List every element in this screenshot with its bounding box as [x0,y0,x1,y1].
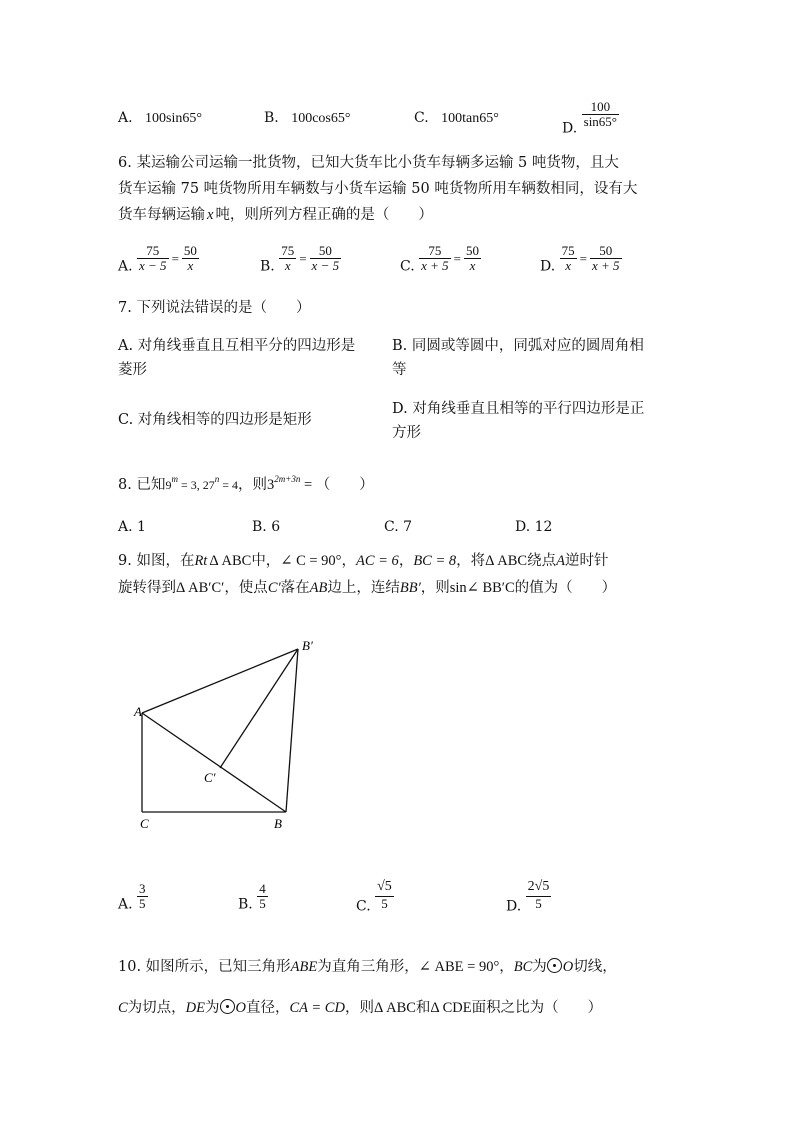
q5-option-a [118,110,202,127]
q10-l2-d: 直径， [246,1000,290,1016]
q9-label-b: B [274,816,282,831]
q10-line-2 [118,996,602,1020]
q6-line-3-pre: 货车每辆运输 [118,207,205,223]
q6-a-left-num: 75 [146,243,160,258]
q9-seg-bbp [286,649,298,812]
q9-option-c [356,878,394,915]
q10-l2-b: 为 [205,1000,220,1016]
q8-expr-base: 3 [267,477,275,493]
q9-triangle-abc-2: Δ ABC [485,553,528,569]
q6-d-left-den: x [560,258,577,273]
q9-figure [120,630,330,840]
q8-option-c [384,519,412,535]
q6-b-left-num: 75 [281,243,295,258]
q6-option-d [540,244,622,275]
q6-option-d-label: D. [540,258,556,275]
q6-a-equals: = [171,250,179,266]
q6-c-right-den: x [464,258,481,273]
q8-cond-mid: = 3, 27 [177,478,215,492]
q9-l1-g: 逆时针 [564,553,609,569]
q8-option-a [118,519,146,535]
q5-option-d [562,100,619,137]
q6-c-left-den: x + 5 [421,258,449,273]
q10-o: O [562,959,574,975]
q6-b-equals: = [299,250,307,266]
q7-option-a-line-2: 菱形 [118,362,147,378]
q10-triangle-abc: Δ ABC [373,1000,416,1016]
q8-option-a-value: 1 [137,519,146,535]
q8-cond-exp-n: n [214,474,220,484]
q6-option-d-right [590,244,622,273]
q9-ac: AC = 6 [355,553,399,569]
q6-option-a-right [182,244,199,273]
q6-option-b-right [310,244,342,273]
q8-mid: ，则 [238,477,268,493]
q6-b-right-den: x − 5 [311,258,340,273]
q9-sin-expression: sin∠ BB′C [449,580,515,596]
q9-l1-c: ， [341,553,356,569]
q5-option-d-fraction [582,100,619,129]
q10-angle-abe: ∠ ABE = 90° [418,959,500,975]
q9-rt: Rt [194,553,208,569]
q6-d-left-num: 75 [561,243,575,258]
q8-stem [118,467,374,497]
q8-option-d-value: 12 [534,519,553,535]
q6-option-d-left [560,244,577,273]
q9-seg-ab [142,713,286,812]
q9-label-c: C [140,816,149,831]
q9-label-cp: C′ [204,770,216,785]
q9-b-den: 5 [259,896,266,911]
q9-l1-d: ， [398,553,414,569]
q9-c-den: 5 [375,896,394,911]
q6-option-b-label: B. [260,258,275,275]
circle-dot-icon [547,958,562,973]
q9-l2-e: 边上，连结 [327,580,400,596]
q9-point-a: A [556,553,565,569]
q10-l1-a: 10. 如图所示，已知三角形 [118,959,291,975]
q10-ca-cd: CA = CD [289,1000,345,1016]
q5-option-b [264,110,350,127]
q9-a-den: 5 [139,896,146,911]
q6-line-2: 货车运输 75 吨货物所用车辆数与小货车运输 50 吨货物所用车辆数相同，设有大 [118,181,638,197]
q9-d-den: 5 [526,896,552,911]
q9-l1-b: 中， [251,553,281,569]
q9-triangle-abpcp: Δ AB′C′ [176,580,225,596]
q8-option-c-value: 7 [403,519,413,535]
q10-l1-c: ， [499,959,514,975]
q9-l2-b: ，使点 [224,580,268,596]
q9-l2-f: ，则 [420,580,450,596]
q9-d-num: 2√5 [527,879,550,894]
q6-option-a-label: A. [118,258,133,275]
q9-point-cp: C′ [267,580,281,596]
q6-b-left-den: x [279,258,296,273]
q10-l1-b: 为直角三角形， [317,959,419,975]
q8-expr-post: = （ ） [300,477,374,493]
q10-c: C [118,1000,128,1016]
q6-d-right-den: x + 5 [591,258,620,273]
q8-option-b-value: 6 [271,519,281,535]
q9-option-a-label: A. [118,896,133,913]
q9-option-d-label: D. [506,898,522,915]
q7-option-d-line-2: 方形 [392,425,421,441]
q9-c-num: √5 [377,879,392,894]
q9-label-bp: B′ [302,638,313,653]
q10-l1-d: 为 [532,959,547,975]
q6-line-1: 6. 某运输公司运输一批货物，已知大货车比小货车每辆多运输 5 吨货物，且大 [118,155,619,171]
q9-ab: AB [309,580,328,596]
q8-cond-base: 9 [165,478,172,492]
circle-dot-icon [220,999,235,1014]
q10-line-1 [118,955,617,979]
q5-option-b-label: B. [264,110,279,126]
q9-bc: BC = 8 [413,553,457,569]
q9-l1-f: 绕点 [527,553,557,569]
q10-triangle-cde: Δ CDE [430,1000,472,1016]
q9-b-num: 4 [259,881,266,896]
q7-option-b-line-1: B. 同圆或等圆中，同弧对应的圆周角相 [392,338,644,354]
q8-expression [267,474,374,493]
q6-option-c-left [419,244,451,273]
q5-option-c-value: 100tan65° [441,111,499,126]
q6-line-3 [118,203,433,227]
q8-cond-end: = 4 [219,478,239,492]
q5-option-a-label: A. [118,110,133,126]
q6-a-right-num: 50 [183,243,197,258]
q6-option-b-left [279,244,296,273]
q8-option-d [515,519,552,535]
q6-var-x: x [207,207,214,223]
q9-l2-d: 落在 [280,580,310,596]
q6-c-equals: = [453,250,462,266]
q8-option-a-label: A. [118,519,133,535]
q7-option-b-line-2: 等 [392,362,407,378]
q6-option-a-left [137,244,169,273]
q9-l1-e: ，将 [456,553,486,569]
q9-triangle-abc: Δ ABC [209,553,252,569]
q9-bbp: BB′ [399,580,421,596]
q5-option-b-value: 100cos65° [291,111,351,126]
q7-option-c: C. 对角线相等的四边形是矩形 [118,412,312,428]
q10-bc: BC [513,959,533,975]
q9-l2-g: 的值为（ ） [514,580,617,596]
q9-angle-c: ∠ C = 90° [280,553,342,569]
q6-option-c-right [464,244,481,273]
q9-option-d [506,878,551,915]
q6-c-left-num: 75 [428,243,442,258]
q8-option-b [252,519,280,535]
q8-option-d-label: D. [515,519,531,535]
q8-expr-exponent: 2m+3n [274,474,301,484]
q9-option-b [238,882,268,913]
q9-label-a: A [134,704,142,719]
q6-d-equals: = [579,250,587,266]
q9-seg-abp [142,649,298,713]
q10-l2-g: 面积之比为（ ） [471,1000,603,1016]
q8-option-b-label: B. [252,519,267,535]
q10-l2-e: ，则 [344,1000,374,1016]
q9-option-d-fraction [526,878,552,911]
q10-o-2: O [235,1000,246,1016]
q6-option-c [400,244,481,275]
q8-condition [165,474,239,492]
q6-d-right-num: 50 [599,243,613,258]
q6-option-a [118,244,199,275]
q10-l2-f: 和 [415,1000,431,1016]
q9-l2-a: 旋转得到 [118,580,176,596]
q10-de: DE [185,1000,206,1016]
q10-l1-e: 切线， [573,959,617,975]
q9-option-b-fraction [257,882,268,911]
q7-stem: 7. 下列说法错误的是（ ） [118,300,311,316]
q9-seg-cpbp [220,649,298,768]
q7-option-d-line-1: D. 对角线垂直且相等的平行四边形是正 [392,401,645,417]
q6-a-left-den: x − 5 [139,258,167,273]
q6-b-right-num: 50 [318,243,332,258]
q9-option-b-label: B. [238,896,253,913]
q6-line-3-post: 吨，则所列方程正确的是（ ） [215,207,433,223]
q5-option-c [414,110,499,127]
q5-option-c-label: C. [414,110,429,126]
q9-option-c-fraction [375,878,394,911]
q9-line-2 [118,576,616,600]
q5-option-a-value: 100sin65° [145,111,202,126]
q9-l1-a: 9. 如图，在 [118,553,195,569]
q10-l2-a: 为切点， [127,1000,186,1016]
q9-option-c-label: C. [356,898,371,915]
q9-line-1 [118,549,608,573]
q6-option-b [260,244,341,275]
q6-option-c-label: C. [400,258,415,275]
q8-pre: 8. 已知 [118,477,166,493]
q6-c-right-num: 50 [466,243,480,258]
q9-option-a-fraction [137,882,148,911]
q8-cond-exp-m: m [171,474,178,484]
q9-a-num: 3 [139,881,146,896]
q8-option-c-label: C. [384,519,399,535]
q6-a-right-den: x [182,258,199,273]
q5-option-d-label: D. [562,120,578,137]
q7-option-a-line-1: A. 对角线垂直且互相平分的四边形是 [118,338,356,354]
q9-option-a [118,882,148,913]
q5-option-d-numerator: 100 [590,99,611,114]
q5-option-d-denominator: sin65° [583,114,618,129]
q10-abe: ABE [290,959,318,975]
